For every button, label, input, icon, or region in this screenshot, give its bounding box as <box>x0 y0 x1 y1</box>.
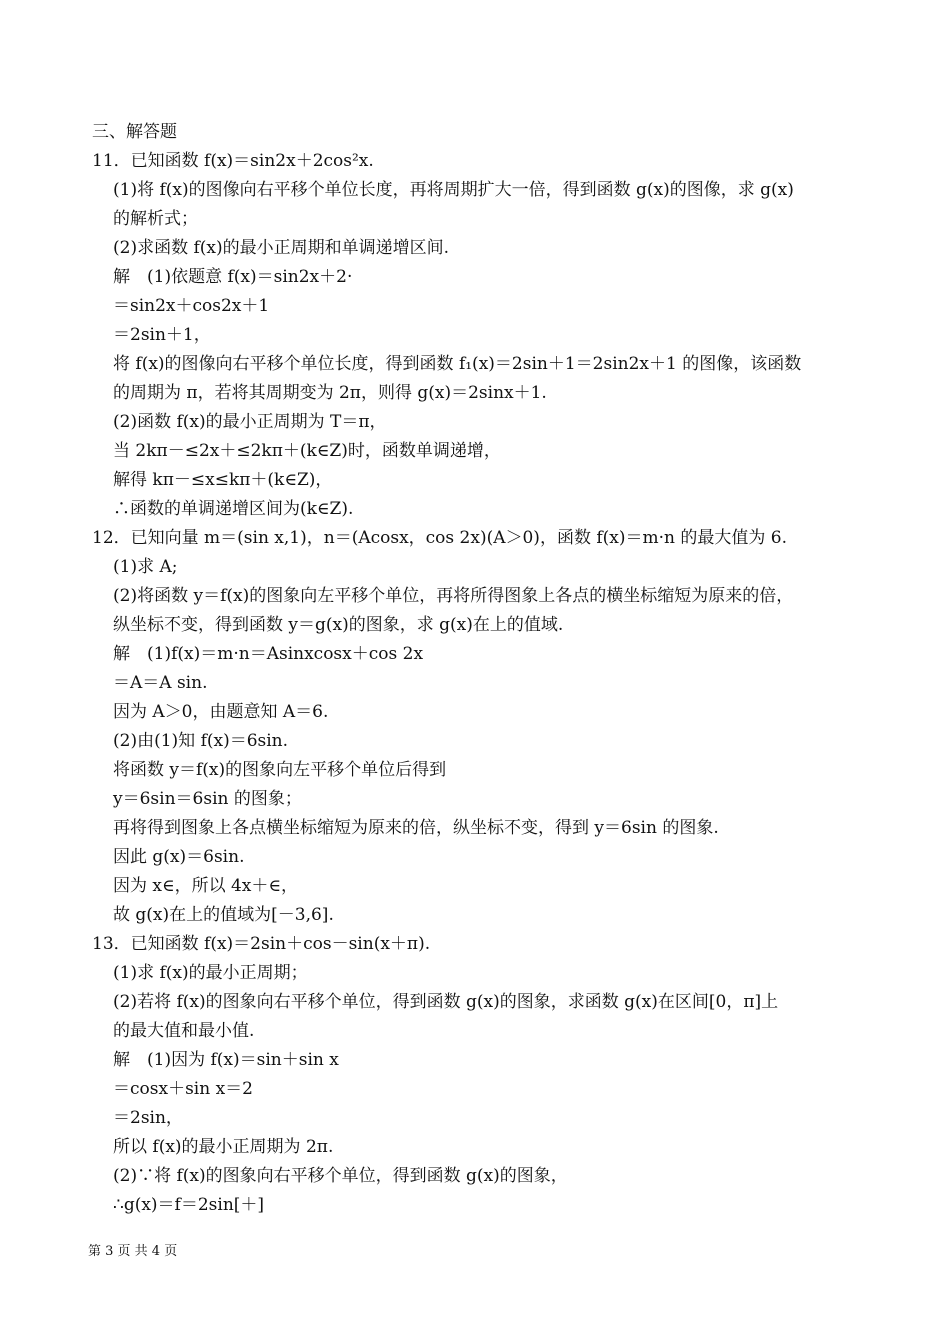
solution-line: 解 (1)依题意 f(x)＝sin2x＋2· <box>113 267 353 287</box>
text-line: 故 g(x)在上的值域为[－3,6]. <box>113 905 334 925</box>
text-line: (2)由(1)知 f(x)＝6sin. <box>113 731 289 751</box>
solution-line: 解 (1)因为 f(x)＝sin＋sin x <box>113 1050 339 1070</box>
text-line: (1)求 f(x)的最小正周期； <box>113 963 308 983</box>
text-line: 当 2kπ－≤2x＋≤2kπ＋(k∈Z)时，函数单调递增， <box>113 441 501 461</box>
problem-13-statement: 13．已知函数 f(x)＝2sin＋cos－sin(x＋π). <box>92 934 431 954</box>
text-line: 解得 kπ－≤x≤kπ＋(k∈Z)， <box>113 470 333 490</box>
text-line: (2)若将 f(x)的图象向右平移个单位，得到函数 g(x)的图象，求函数 g(x)在区间[0，π]上 <box>113 992 779 1012</box>
text-line: (2)函数 f(x)的最小正周期为 T＝π， <box>113 412 387 432</box>
text-line: 因为 A＞0，由题意知 A＝6. <box>113 702 329 722</box>
text-line: 的最大值和最小值. <box>113 1021 255 1041</box>
text-line: (2)求函数 f(x)的最小正周期和单调递增区间. <box>113 238 450 258</box>
text-line: ＝2sin＋1， <box>113 325 211 345</box>
text-line: (1)求 A; <box>113 557 178 577</box>
text-line: ＝sin2x＋cos2x＋1 <box>113 296 270 316</box>
text-line: y＝6sin＝6sin 的图象； <box>113 789 302 809</box>
text-line: 的周期为 π，若将其周期变为 2π，则得 g(x)＝2sinx＋1. <box>113 383 547 403</box>
text-line: 将 f(x)的图像向右平移个单位长度，得到函数 f₁(x)＝2sin＋1＝2sin2x＋1 的图像，该函数 <box>113 354 802 374</box>
problem-11-statement: 11．已知函数 f(x)＝sin2x＋2cos²x. <box>92 151 374 171</box>
text-line: 的解析式； <box>113 209 198 229</box>
solution-line: 解 (1)f(x)＝m·n＝Asinxcosx＋cos 2x <box>113 644 424 664</box>
text-line: 因为 x∈，所以 4x＋∈， <box>113 876 298 896</box>
page-footer: 第 3 页 共 4 页 <box>88 1244 178 1259</box>
text-line: ＝2sin， <box>113 1108 183 1128</box>
text-line: 将函数 y＝f(x)的图象向左平移个单位后得到 <box>113 760 447 780</box>
section-heading: 三、解答题 <box>92 122 177 142</box>
text-line: (1)将 f(x)的图像向右平移个单位长度，再将周期扩大一倍，得到函数 g(x)的图像，求 g(x) <box>113 180 794 200</box>
text-line: 再将得到图象上各点横坐标缩短为原来的倍，纵坐标不变，得到 y＝6sin 的图象. <box>113 818 719 838</box>
text-line: ＝cosx＋sin x＝2 <box>113 1079 253 1099</box>
text-line: 所以 f(x)的最小正周期为 2π. <box>113 1137 334 1157</box>
text-line: ∴g(x)＝f＝2sin[＋] <box>113 1195 265 1215</box>
text-line: ＝A＝A sin. <box>113 673 208 693</box>
text-line: 纵坐标不变，得到函数 y＝g(x)的图象，求 g(x)在上的值域. <box>113 615 564 635</box>
problem-12-statement: 12．已知向量 m＝(sin x,1)，n＝(Acosx，cos 2x)(A＞0)，函数 f(x)＝m·n 的最大值为 6. <box>92 528 787 548</box>
text-line: ∴函数的单调递增区间为(k∈Z). <box>113 499 354 519</box>
text-line: (2)∵将 f(x)的图象向右平移个单位，得到函数 g(x)的图象， <box>113 1166 568 1186</box>
text-line: (2)将函数 y＝f(x)的图象向左平移个单位，再将所得图象上各点的横坐标缩短为原来的倍， <box>113 586 794 606</box>
text-line: 因此 g(x)＝6sin. <box>113 847 245 867</box>
